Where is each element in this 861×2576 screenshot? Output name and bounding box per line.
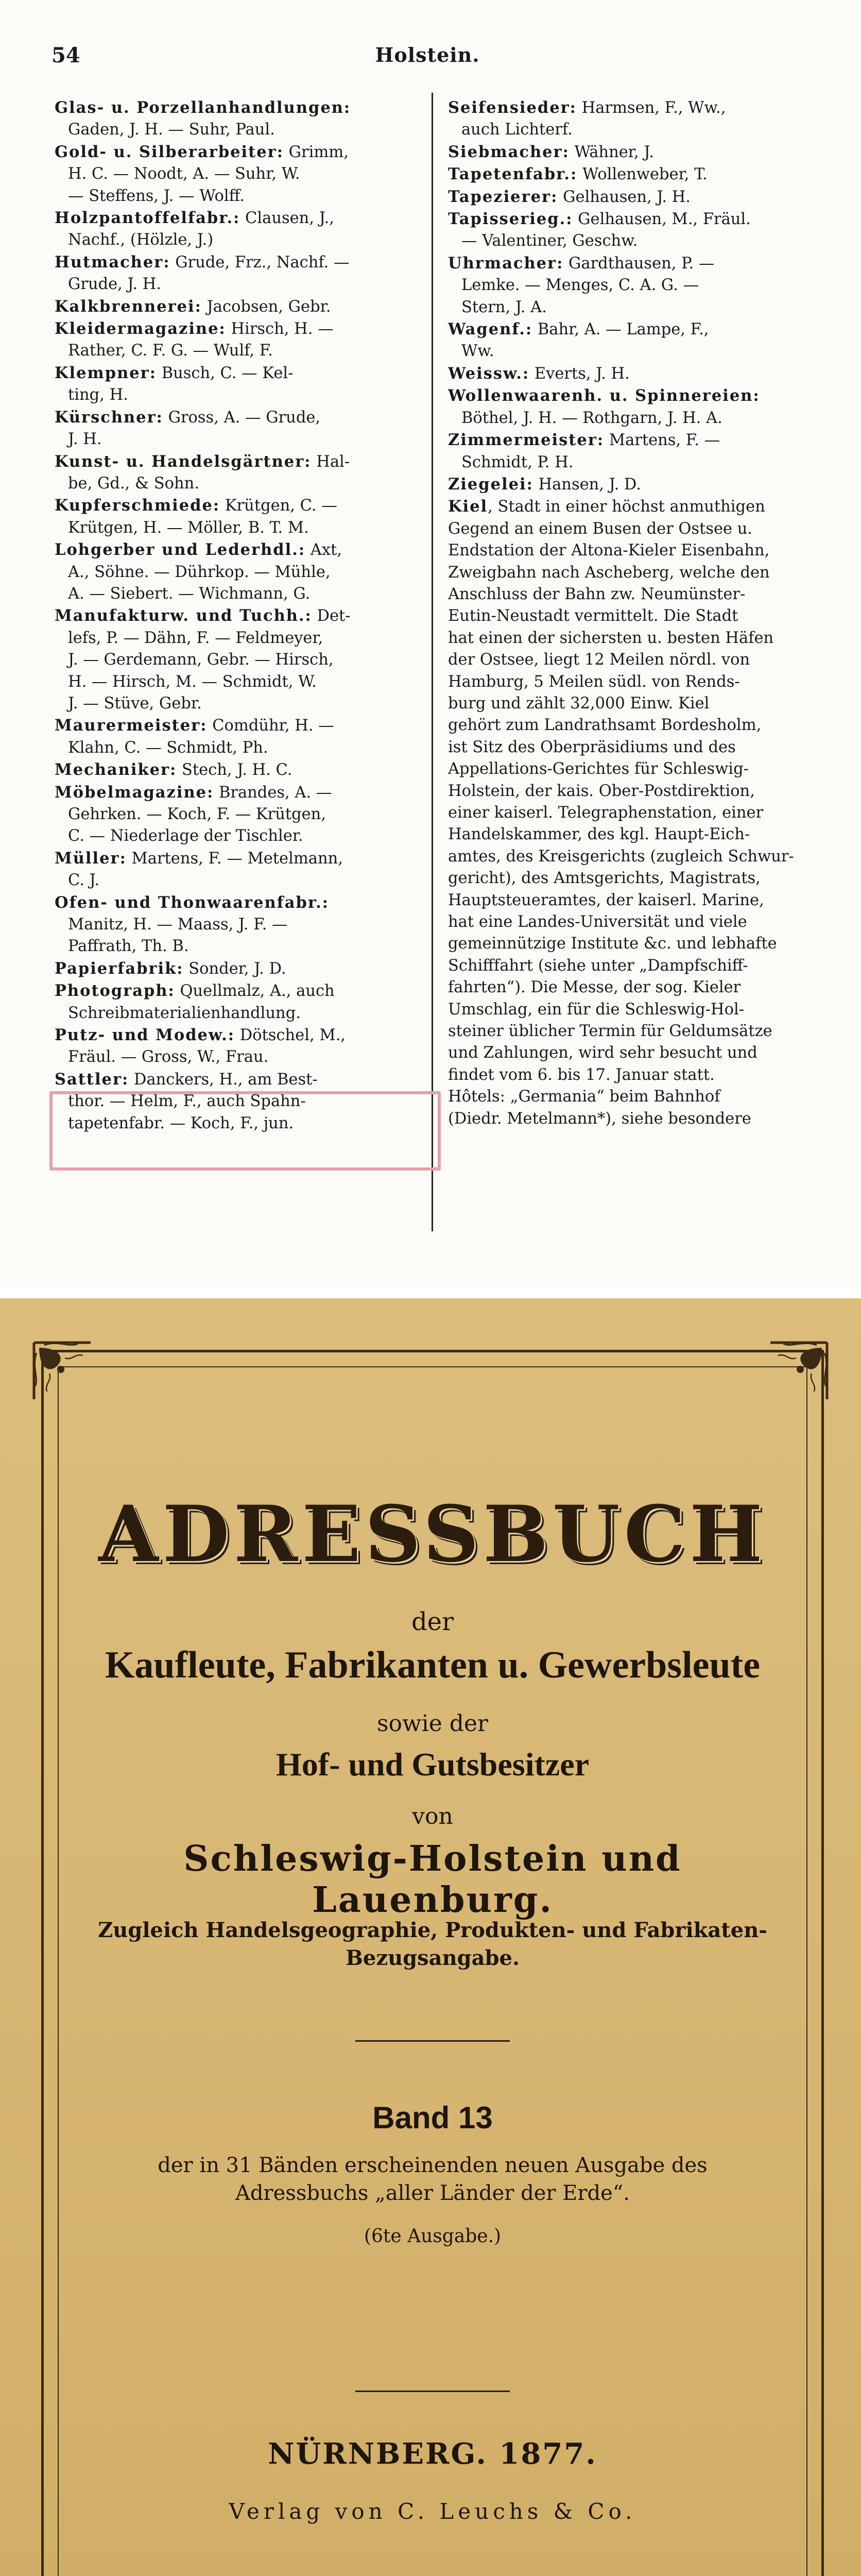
trade-heading: Kleidermagazine: xyxy=(55,319,226,338)
trade-heading: Lohgerber und Lederhdl.: xyxy=(55,540,306,560)
trade-heading: Möbelmagazine: xyxy=(55,783,214,802)
title-region: Schleswig-Holstein und Lauenburg. xyxy=(183,1838,682,1921)
entry-continuation: Krütgen, H. — Möller, B. T. M. xyxy=(68,518,309,537)
title-der: der xyxy=(411,1607,454,1636)
directory-entry xyxy=(448,141,808,163)
entry-first-line xyxy=(448,252,808,275)
entry-continuation: A. — Siebert. — Wichmann, G. xyxy=(68,584,311,603)
title-subtitle xyxy=(58,1917,807,1972)
paragraph-line: burg und zählt 32,000 Einw. Kiel xyxy=(448,694,710,713)
entry-first-line xyxy=(448,163,808,185)
divider-rule xyxy=(355,2040,510,2042)
entry-names: Danckers, H., am Best- xyxy=(129,1070,318,1089)
entry-names: Gardthausen, P. — xyxy=(563,254,715,273)
entry-names: Harmsen, F., Ww., xyxy=(576,99,726,117)
paragraph-line: gehört zum Landrathsamt Bordesholm, xyxy=(448,716,762,735)
entry-names: Hansen, J. D. xyxy=(533,475,641,494)
paragraph-line: der Ostsee, liegt 12 Meilen nördl. von xyxy=(448,651,750,669)
entry-continuation: Paffrath, Th. B. xyxy=(68,937,189,956)
trade-heading: Siebmacher: xyxy=(448,142,570,161)
directory-entry xyxy=(448,252,808,318)
directory-entry xyxy=(448,163,808,185)
trade-heading: Ziegelei: xyxy=(448,474,533,494)
paragraph-line: (Diedr. Metelmann*), siehe besondere xyxy=(448,1109,751,1128)
paragraph-line: Eutin-Neustadt vermittelt. Die Stadt xyxy=(448,607,738,625)
trade-heading: Tapetenfabr.: xyxy=(448,165,578,184)
title-von: von xyxy=(412,1803,453,1829)
paragraph-line: steiner üblicher Termin für Geldumsätze xyxy=(448,1022,772,1041)
subtitle-line-1: Zugleich Handelsgeographie, Produkten- und Fabrikaten- xyxy=(98,1918,767,1942)
entry-first-line xyxy=(448,385,808,407)
entry-continuation: ting, H. xyxy=(68,386,128,404)
entry-first-line xyxy=(448,208,808,230)
publication-place-year: NÜRNBERG. 1877. xyxy=(268,2437,597,2471)
entry-continuation: Grude, J. H. xyxy=(68,275,162,294)
trade-heading: Müller: xyxy=(55,849,127,868)
entry-first-line xyxy=(448,97,808,119)
entry-continuation: C. — Niederlage der Tischler. xyxy=(68,827,303,845)
page-header xyxy=(51,43,803,79)
trade-heading: Wagenf.: xyxy=(448,320,533,339)
entry-names: Det- xyxy=(312,607,351,625)
title-page xyxy=(0,1298,861,2576)
entry-names: Everts, J. H. xyxy=(529,364,630,383)
directory-entry xyxy=(448,186,808,208)
directory-entry xyxy=(55,141,425,207)
band-description xyxy=(58,2151,807,2207)
entry-names: Sonder, J. D. xyxy=(183,959,286,978)
entry-names: Gelhausen, J. H. xyxy=(558,188,691,206)
entry-names: Hirsch, H. — xyxy=(226,320,334,338)
entry-first-line xyxy=(55,362,425,384)
entry-names: Martens, F. — xyxy=(604,431,720,450)
title-kaufleute: Kaufleute, Fabrikanten u. Gewerbsleute xyxy=(105,1644,761,1686)
entry-continuation: H. — Hirsch, M. — Schmidt, W. xyxy=(68,672,317,691)
paragraph-line: Hamburg, 5 Meilen südl. von Rends- xyxy=(448,672,740,691)
entry-continuation: Nachf., (Hölzle, J.) xyxy=(68,231,214,249)
entry-continuation: auch Lichterf. xyxy=(461,121,573,139)
directory-entry xyxy=(55,539,425,605)
entry-first-line xyxy=(55,251,425,274)
entry-first-line xyxy=(448,473,808,496)
entry-names: Martens, F. — Metelmann, xyxy=(126,849,343,868)
entry-names: Grude, Frz., Nachf. — xyxy=(170,253,350,272)
entry-continuation: Schreibmaterialienhandlung. xyxy=(68,1004,301,1022)
trade-heading: Manufakturw. und Tuchh.: xyxy=(55,606,312,625)
entry-names: Hal- xyxy=(311,452,350,471)
trade-heading: Wollenwaarenh. u. Spinnereien: xyxy=(448,386,760,405)
entry-continuation: be, Gd., & Sohn. xyxy=(68,474,200,493)
paragraph-line: gemeinnützige Institute &c. und lebhafte xyxy=(448,935,777,953)
entry-names: Bahr, A. — Lampe, F., xyxy=(532,320,709,339)
directory-entry xyxy=(55,848,425,892)
entry-continuation: thor. — Helm, F., auch Spahn- xyxy=(68,1092,306,1111)
entry-names: Clausen, J., xyxy=(240,209,334,228)
directory-entry xyxy=(55,980,425,1024)
paragraph-line: hat eine Landes-Universität und viele xyxy=(448,913,747,931)
entry-first-line xyxy=(55,958,425,980)
directory-entry xyxy=(55,759,425,781)
entry-continuation: J. H. xyxy=(68,430,102,449)
entry-names: Krütgen, C. — xyxy=(220,497,337,515)
trade-heading: Putz- und Modew.: xyxy=(55,1026,235,1045)
entry-first-line xyxy=(448,429,808,451)
entry-first-line xyxy=(55,141,425,163)
directory-entry xyxy=(55,406,425,451)
trade-heading: Ofen- und Thonwaarenfabr.: xyxy=(55,893,330,912)
directory-entry xyxy=(448,473,808,496)
entry-continuation: Rather, C. F. G. — Wulf, F. xyxy=(68,342,273,360)
entry-continuation: Fräul. — Gross, W., Frau. xyxy=(68,1048,269,1066)
trade-heading: Glas- u. Porzellanhandlungen: xyxy=(55,98,351,117)
entry-names: Axt, xyxy=(305,541,342,560)
directory-entry xyxy=(55,318,425,362)
band-number: Band 13 xyxy=(372,2100,493,2135)
directory-entry xyxy=(448,429,808,473)
entry-first-line xyxy=(55,715,425,737)
paragraph-line: Kiel, Stadt in einer höchst anmuthigen xyxy=(448,497,765,516)
paragraph-line: ist Sitz des Oberpräsidiums und des xyxy=(448,738,736,756)
entry-first-line xyxy=(55,782,425,804)
entry-names: Gelhausen, M., Fräul. xyxy=(573,210,751,229)
paragraph-line: Gegend an einem Busen der Ostsee u. xyxy=(448,519,753,538)
directory-entry xyxy=(55,251,425,296)
trade-heading: Gold- u. Silberarbeiter: xyxy=(55,142,284,161)
directory-entry xyxy=(448,208,808,252)
entry-continuation: Gaden, J. H. — Suhr, Paul. xyxy=(68,121,275,139)
entry-first-line xyxy=(55,539,425,561)
directory-entry xyxy=(55,362,425,406)
entry-names: Wollenweber, T. xyxy=(577,165,708,184)
left-column xyxy=(55,97,425,1134)
directory-entry xyxy=(55,958,425,980)
entry-first-line xyxy=(55,451,425,473)
corner-ornament-icon xyxy=(765,1337,832,1404)
subtitle-line-2: Bezugsangabe. xyxy=(346,1946,520,1970)
paragraph-line: Endstation der Altona-Kieler Eisenbahn, xyxy=(448,541,770,560)
entry-continuation: Lemke. — Menges, C. A. G. — xyxy=(461,276,699,295)
entry-continuation: Gehrken. — Koch, F. — Krütgen, xyxy=(68,805,326,823)
column-divider xyxy=(432,93,433,1231)
trade-heading: Seifensieder: xyxy=(448,98,577,117)
entry-first-line xyxy=(55,318,425,340)
edition: (6te Ausgabe.) xyxy=(364,2226,502,2247)
entry-continuation: Schmidt, P. H. xyxy=(461,453,574,471)
trade-heading: Kunst- u. Handelsgärtner: xyxy=(55,452,312,471)
directory-entry xyxy=(448,385,808,429)
paragraph-line: einer kaiserl. Telegraphenstation, einer xyxy=(448,804,764,822)
title-sowie: sowie der xyxy=(376,1710,489,1737)
paragraph-line: Appellations-Gerichtes für Schleswig- xyxy=(448,760,749,778)
entry-names: Busch, C. — Kel- xyxy=(157,364,294,382)
entry-first-line xyxy=(448,318,808,341)
book-title: ADRESSBUCH xyxy=(98,1489,767,1580)
trade-heading: Klempner: xyxy=(55,363,157,382)
entry-continuation: lefs, P. — Dähn, F. — Feldmeyer, xyxy=(68,629,323,647)
page-number: 54 xyxy=(51,43,80,67)
trade-heading: Mechaniker: xyxy=(55,760,177,779)
directory-entry xyxy=(55,296,425,318)
directory-entry xyxy=(448,318,808,363)
right-column xyxy=(448,97,808,1130)
paragraph-line: amtes, des Kreisgerichts (zugleich Schwur- xyxy=(448,847,794,866)
title-hof: Hof- und Gutsbesitzer xyxy=(276,1746,589,1783)
trade-heading: Maurermeister: xyxy=(55,716,208,735)
entry-names: Dötschel, M., xyxy=(235,1026,346,1045)
entry-first-line xyxy=(55,759,425,781)
entry-names: Grimm, xyxy=(283,143,349,161)
paragraph-line: findet vom 6. bis 17. Januar statt. xyxy=(448,1065,715,1084)
entry-first-line xyxy=(55,1069,425,1091)
trade-heading: Sattler: xyxy=(55,1070,129,1089)
highlight-box xyxy=(49,1091,441,1171)
trade-heading: Weissw.: xyxy=(448,364,530,383)
entry-first-line xyxy=(55,406,425,429)
paragraph-line: Holstein, der kais. Ober-Postdirektion, xyxy=(448,782,755,800)
directory-entry xyxy=(55,605,425,715)
paragraph-line: und Zahlungen, wird sehr besucht und xyxy=(448,1044,757,1062)
publisher: Verlag von C. Leuchs & Co. xyxy=(229,2499,636,2524)
paragraph-line: fahrten“). Die Messe, der sog. Kieler xyxy=(448,978,741,997)
trade-heading: Tapezierer: xyxy=(448,187,558,206)
entry-first-line xyxy=(55,495,425,517)
entry-first-line xyxy=(448,141,808,163)
trade-heading: Kupferschmiede: xyxy=(55,496,220,515)
entry-names: Brandes, A. — xyxy=(214,783,332,802)
entry-first-line xyxy=(55,207,425,229)
directory-entry xyxy=(55,495,425,539)
paragraph-line: Hauptsteueramtes, der kaiserl. Marine, xyxy=(448,891,764,909)
entry-names: Stech, J. H. C. xyxy=(177,761,292,779)
entry-continuation: A., Söhne. — Dührkop. — Mühle, xyxy=(68,563,331,581)
entry-first-line xyxy=(55,296,425,318)
entry-names: Wähner, J. xyxy=(569,143,654,161)
place-heading: Kiel xyxy=(448,497,488,516)
paragraph-line: Schifffahrt (siehe unter „Dampfschiff- xyxy=(448,956,748,975)
paragraph-line: Zweigbahn nach Ascheberg, welche den xyxy=(448,563,770,582)
band-desc-line-1: der in 31 Bänden erscheinenden neuen Ausgabe des xyxy=(158,2154,708,2177)
paragraph-line: Hôtels: „Germania“ beim Bahnhof xyxy=(448,1088,720,1106)
trade-heading: Papierfabrik: xyxy=(55,959,184,978)
directory-entry xyxy=(55,715,425,759)
paragraph-line: Anschluss der Bahn zw. Neumünster- xyxy=(448,585,746,603)
directory-entry xyxy=(55,207,425,251)
corner-ornament-icon xyxy=(29,1337,96,1404)
entry-continuation: Stern, J. A. xyxy=(461,298,547,316)
entry-names: Quellmalz, A., auch xyxy=(175,982,335,1001)
directory-entry xyxy=(55,451,425,495)
trade-heading: Kalkbrennerei: xyxy=(55,297,202,316)
trade-heading: Zimmermeister: xyxy=(448,431,605,450)
trade-heading: Holzpantoffelfabr.: xyxy=(55,209,240,228)
entry-continuation: Manitz, H. — Maass, J. F. — xyxy=(68,916,288,934)
entry-first-line xyxy=(55,892,425,914)
directory-entry xyxy=(55,892,425,958)
entry-continuation: Ww. xyxy=(461,342,494,361)
entry-continuation: J. — Gerdemann, Gebr. — Hirsch, xyxy=(68,651,334,669)
entry-first-line xyxy=(55,605,425,627)
directory-entry xyxy=(55,97,425,141)
trade-heading: Tapisserieg.: xyxy=(448,210,573,229)
right-column-entries xyxy=(448,97,808,496)
trade-heading: Uhrmacher: xyxy=(448,253,564,273)
band-desc-line-2: Adressbuchs „aller Länder der Erde“. xyxy=(235,2181,630,2205)
running-head: Holstein. xyxy=(375,43,480,66)
directory-entry xyxy=(448,363,808,385)
entry-first-line xyxy=(55,1024,425,1046)
trade-heading: Kürschner: xyxy=(55,408,163,427)
paragraph-line: Umschlag, ein für die Schleswig-Hol- xyxy=(448,1000,745,1019)
paragraph-line: gericht), des Amtsgerichts, Magistrats, xyxy=(448,869,761,888)
entry-first-line xyxy=(55,97,425,119)
entry-continuation: C. J. xyxy=(68,871,100,890)
entry-first-line xyxy=(55,848,425,870)
directory-entry xyxy=(448,97,808,141)
entry-continuation: J. — Stüve, Gebr. xyxy=(68,694,202,713)
divider-rule xyxy=(355,2391,510,2392)
entry-names: Jacobsen, Gebr. xyxy=(201,297,331,316)
paragraph-line: Handelskammer, des kgl. Haupt-Eich- xyxy=(448,825,750,844)
entry-continuation: Böthel, J. H. — Rothgarn, J. H. A. xyxy=(461,409,722,427)
paragraph-line: hat einen der sichersten u. besten Häfen xyxy=(448,629,774,647)
entry-continuation: tapetenfabr. — Koch, F., jun. xyxy=(68,1114,294,1132)
entry-first-line xyxy=(55,980,425,1002)
directory-entry xyxy=(55,1024,425,1069)
entry-names: Comdühr, H. — xyxy=(207,717,334,735)
entry-continuation: — Steffens, J. — Wolff. xyxy=(68,187,245,205)
trade-heading: Photograph: xyxy=(55,981,175,1001)
directory-entry xyxy=(55,782,425,848)
entry-first-line xyxy=(448,363,808,385)
entry-continuation: H. C. — Noodt, A. — Suhr, W. xyxy=(68,165,300,183)
trade-heading: Hutmacher: xyxy=(55,252,170,272)
entry-continuation: Klahn, C. — Schmidt, Ph. xyxy=(68,738,268,757)
entry-continuation: — Valentiner, Geschw. xyxy=(461,232,638,250)
kiel-paragraph xyxy=(448,496,808,1130)
entry-first-line xyxy=(448,186,808,208)
entry-names: Gross, A. — Grude, xyxy=(163,408,321,427)
